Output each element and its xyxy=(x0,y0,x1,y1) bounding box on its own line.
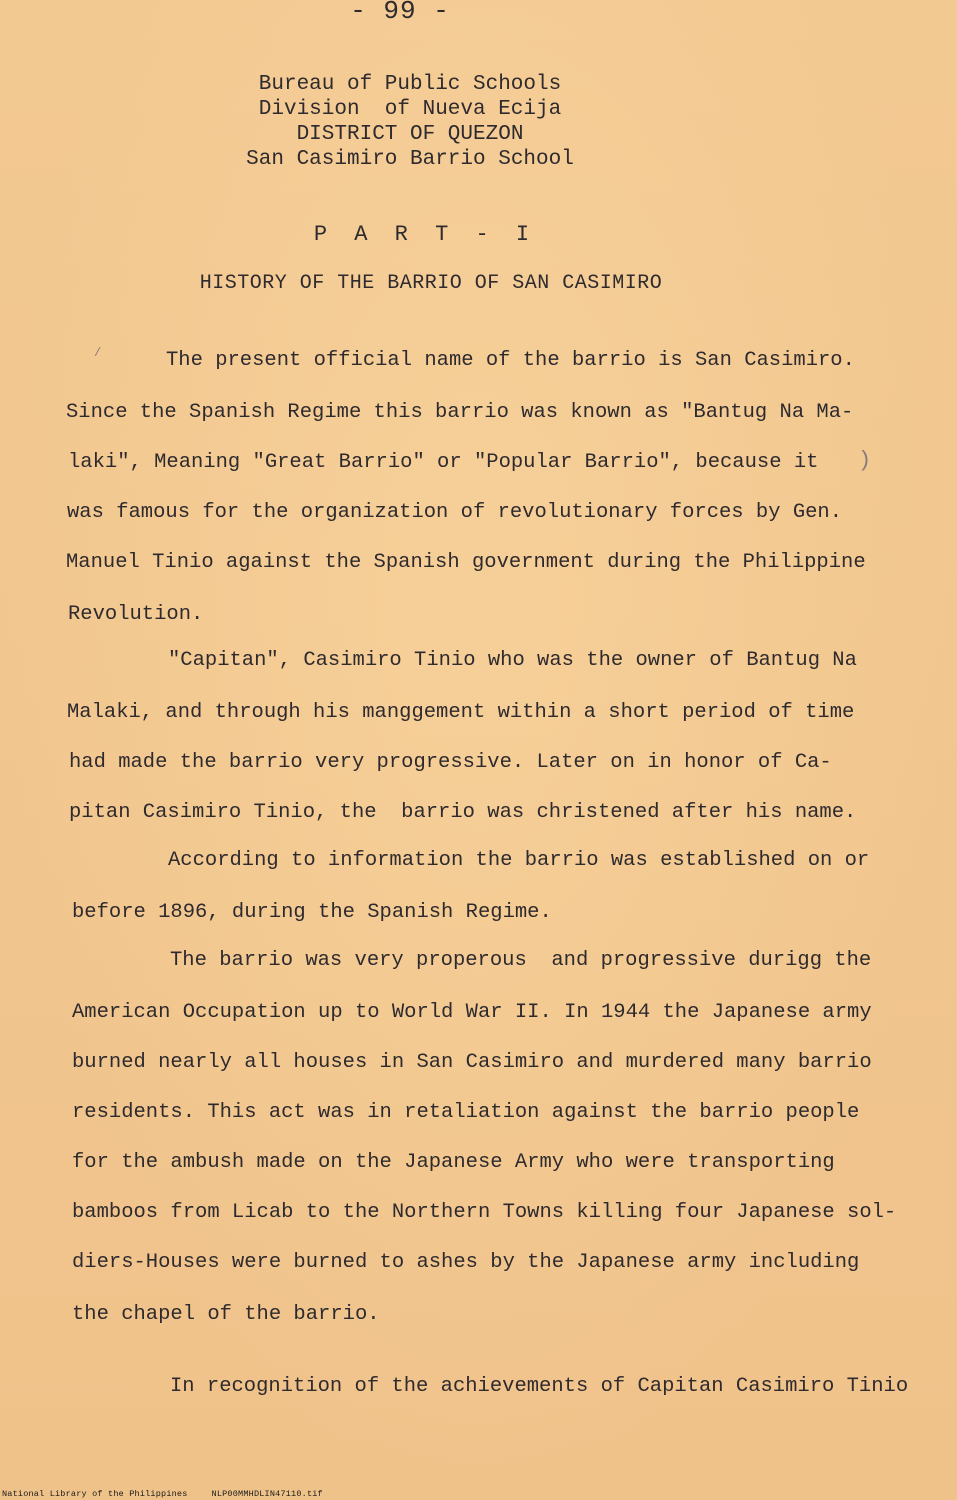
body-line: burned nearly all houses in San Casimiro and murdered many barrio xyxy=(72,1051,872,1074)
body-line: the chapel of the barrio. xyxy=(72,1303,380,1326)
body-line: laki", Meaning "Great Barrio" or "Popular Barrio", because it xyxy=(68,451,819,474)
body-line: Revolution. xyxy=(68,603,204,626)
body-line: In recognition of the achievements of Capitan Casimiro Tinio xyxy=(170,1375,909,1398)
header-division: Division of Nueva Ecija xyxy=(258,98,562,121)
body-line: Since the Spanish Regime this barrio was known as "Bantug Na Ma- xyxy=(66,401,854,424)
header-bureau: Bureau of Public Schools xyxy=(258,73,562,96)
body-line: for the ambush made on the Japanese Army who were transporting xyxy=(72,1151,835,1174)
archive-footer xyxy=(2,1489,347,1499)
body-line: bamboos from Licab to the Northern Towns killing four Japanese sol- xyxy=(72,1201,897,1224)
body-line: diers-Houses were burned to ashes by the Japanese army including xyxy=(72,1251,860,1274)
body-line: was famous for the organization of revolutionary forces by Gen. xyxy=(67,501,843,524)
body-line: American Occupation up to World War II. In 1944 the Japanese army xyxy=(72,1001,872,1024)
page-number: - 99 - xyxy=(350,0,450,26)
body-line: Malaki, and through his manggement within a short period of time xyxy=(67,701,855,724)
pen-mark: ) xyxy=(858,448,872,473)
body-line: The barrio was very properous and progressive durigg the xyxy=(170,949,872,972)
body-line: before 1896, during the Spanish Regime. xyxy=(72,901,552,924)
pen-mark: / xyxy=(94,346,102,360)
header-district: DISTRICT OF QUEZON xyxy=(296,123,524,146)
header-school: San Casimiro Barrio School xyxy=(246,148,574,171)
body-line: The present official name of the barrio is San Casimiro. xyxy=(166,349,855,372)
body-line: Manuel Tinio against the Spanish government during the Philippine xyxy=(66,551,866,574)
body-line: had made the barrio very progressive. Later on in honor of Ca- xyxy=(69,751,832,774)
body-line: According to information the barrio was established on or xyxy=(168,849,870,872)
body-line: pitan Casimiro Tinio, the barrio was christened after his name. xyxy=(69,801,857,824)
body-line: residents. This act was in retaliation against the barrio people xyxy=(72,1101,860,1124)
body-line: "Capitan", Casimiro Tinio who was the owner of Bantug Na xyxy=(168,649,857,672)
footer-filename: NLP00MMHDLIN47110.tif xyxy=(211,1489,323,1499)
section-title: HISTORY OF THE BARRIO OF SAN CASIMIRO xyxy=(199,272,663,295)
document-header xyxy=(0,72,820,172)
part-title: P A R T - I xyxy=(313,222,537,247)
footer-library: National Library of the Philippines xyxy=(2,1489,188,1499)
